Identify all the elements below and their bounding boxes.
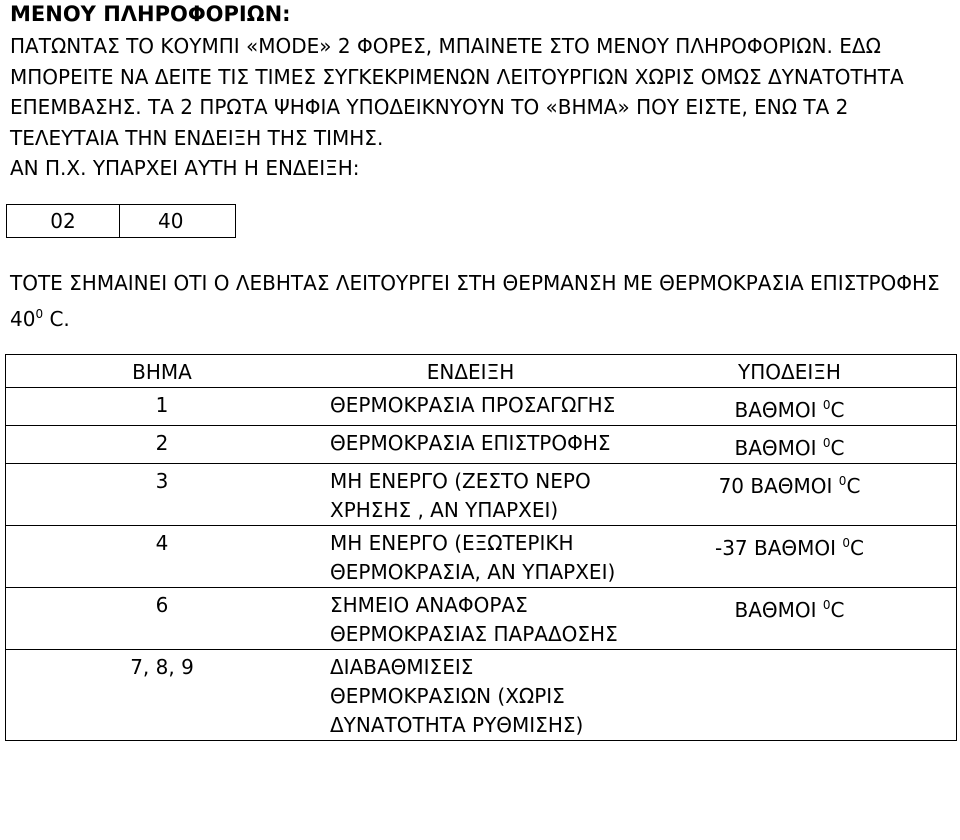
display-value: 40 [158, 209, 184, 233]
intro-text: ΠΑΤΩΝΤΑΣ ΤΟ ΚΟΥΜΠΙ «MODE» 2 ΦΟΡΕΣ, ΜΠΑΙΝΕΤΕ ΣΤΟ ΜΕΝΟΥ ΠΛΗΡΟΦΟΡΙΩΝ. ΕΔΩ ΜΠΟΡΕΙΤΕ ΝΑ ΔΕΙΤΕ ΤΙΣ ΤΙΜΕΣ ΣΥΓΚΕΚΡΙΜΕΝΩΝ ΛΕΙΤΟΥΡΓΙΩΝ ΧΩΡΙΣ ΟΜΩΣ ΔΥΝΑΤΟΤΗΤΑ ΕΠΕΜΒΑΣΗΣ. ΤΑ 2 ΠΡΩΤΑ ΨΗΦΙΑ ΥΠΟΔΕΙΚΝΥΟΥΝ ΤΟ «ΒΗΜΑ» ΠΟΥ ΕΙΣΤΕ, ΕΝΩ ΤΑ 2 ΤΕΛΕΥΤΑΙΑ ΤΗΝ ΕΝΔΕΙΞΗ ΤΗΣ ΤΙΜΗΣ. [10, 34, 904, 150]
row-indication: ΔΙΑΒΑΘΜΙΣΕΙΣ ΘΕΡΜΟΚΡΑΣΙΩΝ (ΧΩΡΙΣ ΔΥΝΑΤΟΤΗΤΑ ΡΥΘΜΙΣΗΣ) [330, 655, 584, 737]
header-indication: ΕΝΔΕΙΞΗ [426, 360, 515, 384]
row-step: 7, 8, 9 [130, 655, 194, 679]
table-header [6, 355, 956, 388]
table-row [6, 464, 956, 526]
intro-paragraph [10, 31, 940, 184]
display-step: 02 [7, 205, 120, 237]
row-hint [623, 588, 956, 649]
table-row [6, 588, 956, 650]
row-hint [623, 388, 956, 425]
row-hint [623, 464, 956, 525]
info-table [5, 354, 957, 741]
row-indication: ΜΗ ΕΝΕΡΓΟ (ΕΞΩΤΕΡΙΚΗ ΘΕΡΜΟΚΡΑΣΙΑ, ΑΝ ΥΠΑΡΧΕΙ) [330, 531, 616, 584]
row-indication: ΘΕΡΜΟΚΡΑΣΙΑ ΕΠΙΣΤΡΟΦΗΣ [330, 431, 611, 455]
row-indication: ΜΗ ΕΝΕΡΓΟ (ΖΕΣΤΟ ΝΕΡΟ ΧΡΗΣΗΣ , ΑΝ ΥΠΑΡΧΕΙ) [330, 469, 591, 522]
row-hint-sup: 0 [838, 474, 847, 488]
row-hint-prefix: -37 ΒΑΘΜΟΙ [714, 536, 843, 560]
explanation-prefix: ΤΟΤΕ ΣΗΜΑΙΝΕΙ ΟΤΙ Ο ΛΕΒΗΤΑΣ ΛΕΙΤΟΥΡΓΕΙ ΣΤΗ ΘΕΡΜΑΝΣΗ ΜΕ ΘΕΡΜΟΚΡΑΣΙΑ ΕΠΙΣΤΡΟΦΗΣ 40 [10, 271, 940, 331]
page-title: ΜΕΝΟΥ ΠΛΗΡΟΦΟΡΙΩΝ: [10, 2, 291, 26]
row-hint-sup: 0 [822, 436, 831, 450]
row-hint-sup: 0 [842, 536, 851, 550]
row-hint-suffix: C [830, 398, 845, 422]
row-hint-prefix: ΒΑΘΜΟΙ [734, 398, 823, 422]
row-hint-suffix: C [846, 474, 861, 498]
table-row [6, 426, 956, 464]
row-indication: ΣΗΜΕΙΟ ΑΝΑΦΟΡΑΣ ΘΕΡΜΟΚΡΑΣΙΑΣ ΠΑΡΑΔΟΣΗΣ [330, 593, 618, 646]
row-hint-prefix: ΒΑΘΜΟΙ [734, 436, 823, 460]
display-example [6, 204, 236, 238]
row-hint-sup: 0 [822, 398, 831, 412]
row-step: 2 [155, 431, 169, 455]
header-hint: ΥΠΟΔΕΙΞΗ [738, 360, 841, 384]
row-step: 3 [155, 469, 169, 493]
row-hint [623, 650, 956, 740]
row-hint [623, 426, 956, 463]
row-hint-suffix: C [830, 436, 845, 460]
row-step: 1 [155, 393, 169, 417]
row-hint-prefix: ΒΑΘΜΟΙ [734, 598, 823, 622]
header-step: ΒΗΜΑ [132, 360, 192, 384]
row-hint [623, 526, 956, 587]
row-indication: ΘΕΡΜΟΚΡΑΣΙΑ ΠΡΟΣΑΓΩΓΗΣ [330, 393, 616, 417]
table-row [6, 650, 956, 741]
explanation-paragraph [10, 268, 940, 334]
row-hint-prefix: 70 ΒΑΘΜΟΙ [718, 474, 839, 498]
row-hint-suffix: C [830, 598, 845, 622]
row-step: 6 [155, 593, 169, 617]
explanation-suffix: C. [43, 306, 70, 331]
row-step: 4 [155, 531, 169, 555]
table-row [6, 388, 956, 426]
explanation-sup: 0 [35, 306, 44, 321]
table-row [6, 526, 956, 588]
row-hint-suffix: C [850, 536, 865, 560]
row-hint-sup: 0 [822, 598, 831, 612]
explanation-text [10, 268, 940, 334]
example-label: ΑΝ Π.Χ. ΥΠΑΡΧΕΙ ΑΥΤΗ Η ΕΝΔΕΙΞΗ: [10, 156, 360, 180]
